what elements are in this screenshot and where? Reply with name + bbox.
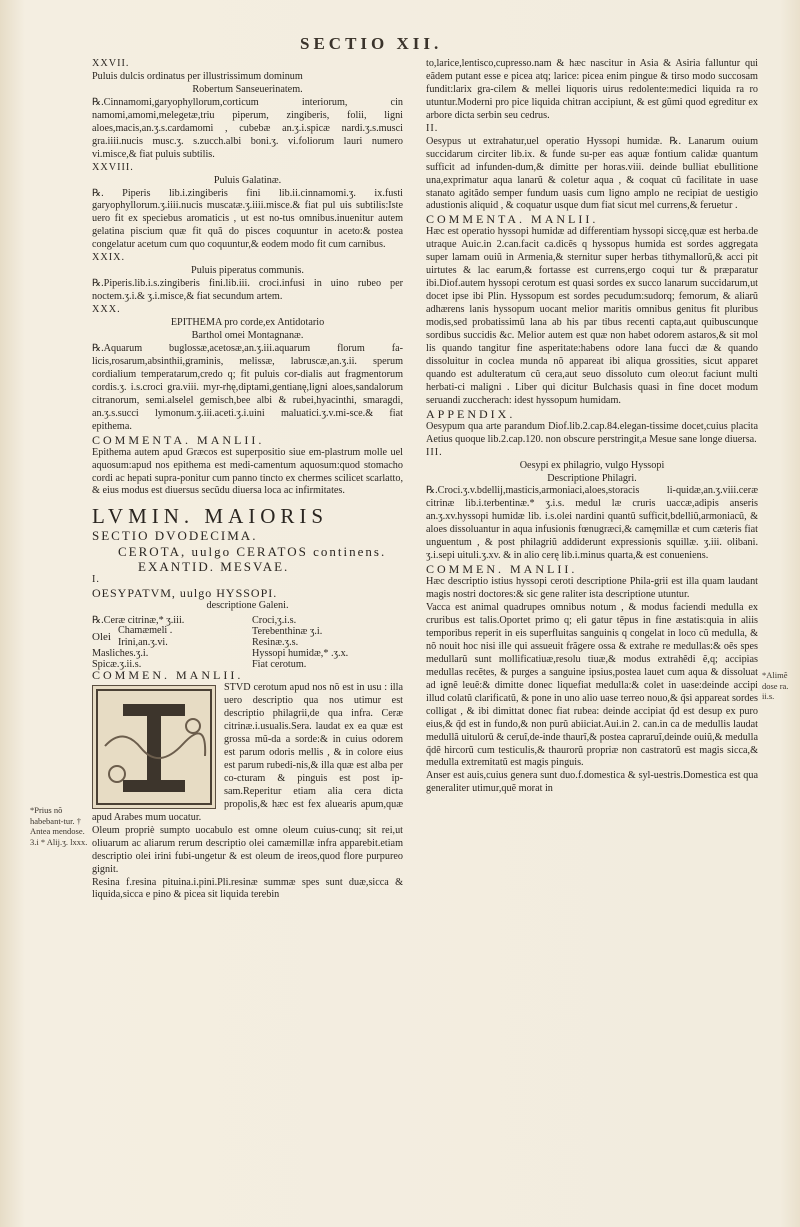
section-heading: CEROTA, uulgo CERATOS continens. xyxy=(118,544,387,560)
right-column-text xyxy=(426,58,758,796)
section-heading: APPENDIX. xyxy=(426,406,516,421)
paragraph: Hæc est operatio hyssopi humidæ ad differentiam hyssopi siccę,quæ est herba.de utraque Auic.in 2.can.facit ca.dicẽs q hyssopus humida est sordes aggregata super lamam ouiũ in Armenia,& sternitur super herbas tithymallorũ,& acci pit uirtutes & lac earum,& fortasse est currens,ergo coqui tur & præparatur ibi.Diof.autem hyssopi cerotum est quasi sordes ex succo lanarum succidarum,ut docet ipse ibi Plin. Hyssopum est sordes pecudum:sudorq; femorum, & aliarũ adhærens lanis hyssopum uocant melior maritis omnibus genitus fit pluribus modis,sed probatissimũ lana ab his par tibus recenti capta,aut quibuscunque sordibus succidis &c. Melior autem est quæ non habet odorem astaros,& sit mol lis quando tangitur fine asperitate:habens odore lana fucci dæ & quando dissoluitur in coclea munda nõ appareat ibi aliqua grossities, sicut apparet quando est adulteratum cũ cera,aut seuo dissoluto cum oleo:ut faciunt multi herbati-ci maligni . Liber qui dicitur Bulchasis quasi in fine docet modum seruandi zuccherach: idest hyssopum humidam. xyxy=(426,226,758,406)
section-heading: XXVII. xyxy=(92,58,130,69)
left-column-text xyxy=(92,58,403,613)
paragraph: Puluis piperatus communis. xyxy=(191,265,304,277)
paragraph: Oesypum qua arte parandum Diof.lib.2.cap.84.elegan-tissime docet,cuius placita Aetius quoque lib.2.cap.120. non obscure perstringit,a Mesue sane longe diuersa. xyxy=(426,420,758,445)
paragraph: ℞.Piperis.lib.i.s.zingiberis fini.lib.iii. croci.infusi in uino rubeo per noctem.ʒ.i.& ʒ.i.misce,& fiat secundum artem. xyxy=(92,278,403,303)
section-heading: II. xyxy=(426,122,439,134)
paragraph: Barthol omei Montagnanæ. xyxy=(191,330,304,342)
paragraph: Anser est auis,cuius genera sunt duo.f.domestica & syl-uestris.Domestica est qua generaliter utimur,quẽ morat in xyxy=(426,770,758,795)
paragraph: Robertum Sanseuerinatem. xyxy=(192,83,303,95)
right-margin-note: *Alimẽ dose ra. ii.s. xyxy=(762,670,789,701)
paragraph: Oesypi ex philagrio, vulgo Hyssopi xyxy=(519,459,665,471)
paragraph: ℞.Croci.ʒ.v.bdellij,masticis,armoniaci,aloes,storacis li-quidæ,an.ʒ.viii.ceræ citrinæ lib.i.terbentinæ.* ʒ.i.s. medul læ cruris uaccæ,adipis anseris an.ʒ.xv.hyssopi humidæ lib. i.s.olei nardini quantũ sufficit,bdelliũ,armoniacũ, & aloes dissoluantur in aqua infusionis fœnugræci,& camęmillæ et cum cæteris fiat unguentum , & post philagriũ addiderunt expressionis squillæ. ʒ.iii. olibani. ʒ.i.sepi uituli.ʒ.xv. & in alio cerę lib.i.minus quarta,& est conueniens. xyxy=(426,485,758,562)
right-column xyxy=(426,58,758,796)
left-column xyxy=(92,58,403,902)
paragraph: descriptione Galeni. xyxy=(206,600,289,612)
paragraph: STVD cerotum apud nos nõ est in usu : illa uero descriptio qua nos utimur est descriptio philagrii,de qua infra. Ceræ citrinæ.i.usualis.Sera. laudat ex ea quæ est grossa mũ-da a sorde:& in cuius odorem est parum odoris mellis , & in colore eius est parum rubedi-nis,& illa quæ est alba per co-cturam & pinguis est post ip-sam.Reperitur etiam alia cera dicta propolis,& hæc est fex aluearis apum,quæ apud Arabes mum uocatur. xyxy=(92,682,403,823)
paragraph: Oesypus ut extrahatur,uel operatio Hyssopi humidæ. ℞. Lanarum ouium succidarum circiter lib.ix. & funde su-per eas aquæ fontium calidæ quantum sufficit ad infunden-dum,& dimitte per horas.viii. deinde bulliat ebullitione una,exprimatur aqua lanarũ & coletur aqua , & coquat cũ facilitate in uase stanato agitãdo semper fundum uasis cum ligno amplo ne recipiat de uestigio adustionis aliquid , & coquatur usque dum fiat sicut mel currens,& feruetur . xyxy=(426,135,758,212)
formula-item: Fiat cerotum. xyxy=(252,659,307,671)
formula-item: Irini,an.ʒ.vi. xyxy=(118,637,168,649)
paragraph: EPITHEMA pro corde,ex Antidotario xyxy=(170,317,325,329)
section-heading: I. xyxy=(92,574,100,586)
section-heading: COMMEN. MANLII. xyxy=(426,562,578,577)
section-header: SECTIO XII. xyxy=(300,34,443,53)
section-heading: XXVIII. xyxy=(92,161,134,173)
formula-item: Terebenthinæ ʒ.i. xyxy=(252,626,323,638)
paragraph: Descriptione Philagri. xyxy=(547,472,637,484)
formula-item: Spicæ.ʒ.ii.s. xyxy=(92,659,142,671)
formula-item: ℞.Ceræ citrinæ,* ʒ.iii. xyxy=(92,615,185,627)
paragraph: ℞.Cinnamomi,garyophyllorum,corticum interiorum, cin namomi,amomi,melegetæ,triu piperum, zingiberis, folii, ligni aloes,macis,an.ʒ.s.cardamomi , cubebæ an.ʒ.i.spicæ nardi.ʒ.s.musci gra.iiii.nucis musc.ʒ. s.zucch.albi boni.ʒ. vi.foliorum lauri numero vi.misce,& fiat puluis subtilis. xyxy=(92,96,403,160)
paragraph: Puluis Galatinæ. xyxy=(213,174,282,186)
paragraph: ℞. Piperis lib.i.zingiberis fini lib.ii.cinnamomi.ʒ. ix.fusti garyophyllorum.ʒ.iiii.nucis muscatæ.ʒ.iiii.misce.& fiat pul uis subtilis:Iste uero fit ex speciebus aromaticis , ut est no-tus omnibus.inuenitur autem gelatina piscium quæ fit quã do pisces coquuntur in aceto:& postea congelatur acetum cum quo coquuntur,& eodem modo fit cum carnibus. xyxy=(92,187,403,251)
paragraph: Oleum propriè sumpto uocabulo est omne oleum cuius-cunq; sit rei,ut oliuarum ac aliarum rerum descriptio olei camæmillæ infra apparebit.etiam descriptio olei irini fubi-ungetur & est oleum de ireos,quod flore purpureo gignit. xyxy=(92,824,403,875)
formula-item: Hyssopi humidæ,* .ʒ.x. xyxy=(252,648,349,660)
section-heading: XXIX. xyxy=(92,252,126,264)
section-heading: COMMENTA. MANLII. xyxy=(92,432,265,447)
section-heading: OESYPATVM, uulgo HYSSOPI. xyxy=(92,586,278,601)
left-margin-note: *Prius nõ habebant-tur. † Antea mendose. 3.i * Alij.ʒ. lxxx. xyxy=(30,805,88,847)
left-column-commentary xyxy=(92,669,403,902)
woodcut-initial-image xyxy=(92,685,216,809)
section-heading: EXANTID. MESVAE. xyxy=(138,559,290,575)
formula-item: Croci,ʒ.i.s. xyxy=(252,615,297,627)
formula-item: Resinæ.ʒ.s. xyxy=(252,637,299,649)
paragraph: Epithema autem apud Græcos est superpositio siue em-plastrum molle uel aquosum:apud nos epithema est medi-camentum aquosum:quod stomacho cordi ac hepati supra-ponitur cum panno tincto ex chermes scilicet scarlatto, & eius modus est diuersus secũdu diuersa loca ac infirmitates. xyxy=(92,446,403,497)
section-heading: III. xyxy=(426,446,443,458)
formula-item: Chamæmeli . xyxy=(118,625,173,637)
recipe-formula xyxy=(92,615,403,671)
paragraph: Puluis dulcis ordinatus per illustrissimum dominum xyxy=(92,70,303,82)
paragraph: Hæc descriptio istius hyssopi ceroti descriptione Phila-grii est illa quam laudant magis nostri doctores:& sic gene raliter ista descriptione utuntur. xyxy=(426,576,758,601)
paragraph: Resina f.resina pituina.i.pini.Pli.resinæ summæ spes sunt duæ,sicca & liquida,sicca e pino & picea sit liquida terebin xyxy=(92,876,403,901)
section-heading: COMMENTA. MANLII. xyxy=(426,212,599,227)
section-heading: LVMIN. MAIORIS xyxy=(92,504,329,529)
paragraph: to,larice,lentisco,cupresso.nam & hæc nascitur in Asia & Asiria falluntur qui eãdem putant esse e picea atq; larice: picea enim pingue & tirso modo succosam fundit:larix gra-cilem & mellei liquoris uirus redolente:medici liquida ra ro utuntur.Moderni pro pice liquida chitran accipiunt, & est gũmi quod egreditur ex arbore dicta serbin seu cedrus. xyxy=(426,58,758,121)
formula-item: Masliches.ʒ.i. xyxy=(92,648,149,660)
section-heading: COMMEN. MANLII. xyxy=(92,668,244,683)
paragraph: Vacca est animal quadrupes omnibus notum , & modus faciendi medulla ex cruribus est talis.Oportet primo q; eli gatur tẽpus in fine æstatis:quia in aliis temporibus reperit in eis superfluitas sanguinis q congelat in loco cũ medulla, & nõ nouit hoc nisi ille qui assueuit frãgere ossa & extrahe re medullas:& oẽs spes medullarũ sunt mollificatiuæ,resolu tiuæ,& modus extrahẽdi ẽ,q; accipias medullas recẽtes, & purges a sanguine ipsius,postea lauet cum aqua & dissoluat ad ignẽ leuẽ:& dimitte donec liquefiat medulla:& colet in uase:deinde accipi illud colatũ clarificatũ, & pone in uno alio uase terreo nouo,& q̃si appareat sordes colligat , & ibi dimittat donec fiat rubea: deinde accipiat q̃d est desup ex puro eius,& q̃d est in fundo,& non purũ abiiciat.Aui.in 2. can.in ca de medullis laudat medullã uitulorũ & ceruĩ,de-inde thaurĩ,& postea capraruĩ,deinde ouiũ,& medulla q̃dẽ hircorũ cum testiculis,& thaurorũ propriæ non castratorũ est magis sicca,& medulla extremitatũ est magis pinguis. xyxy=(426,602,758,769)
initial-paragraph xyxy=(92,682,403,824)
paragraph: ℞.Aquarum buglossæ,acetosæ,an.ʒ.iii.aquarum florum fa-licis,rosarum,absinthii,graminis, melissæ, labruscæ,an.ʒ.ii. sperum cordialium temperatarum,credo q; fit puluis cor-dialis aut fragmentorum cordis.ʒ. i.s.croci gra.viii. myr-rhę,diptami,gentianę,ligni aloes,sandalorum citranorum, semi.alselel gemisch,bee albi & rubei,hyacinthi, smaragdi, an.ʒ.s.succi lymonum.ʒ.iii.aceti.ʒ.i.uini maluatici.ʒ.v.mi-sce.& fiat epithema. xyxy=(92,342,403,432)
section-heading: XXX. xyxy=(92,304,121,316)
formula-item: Olei xyxy=(92,631,111,644)
section-heading: SECTIO DVODECIMA. xyxy=(92,528,258,544)
